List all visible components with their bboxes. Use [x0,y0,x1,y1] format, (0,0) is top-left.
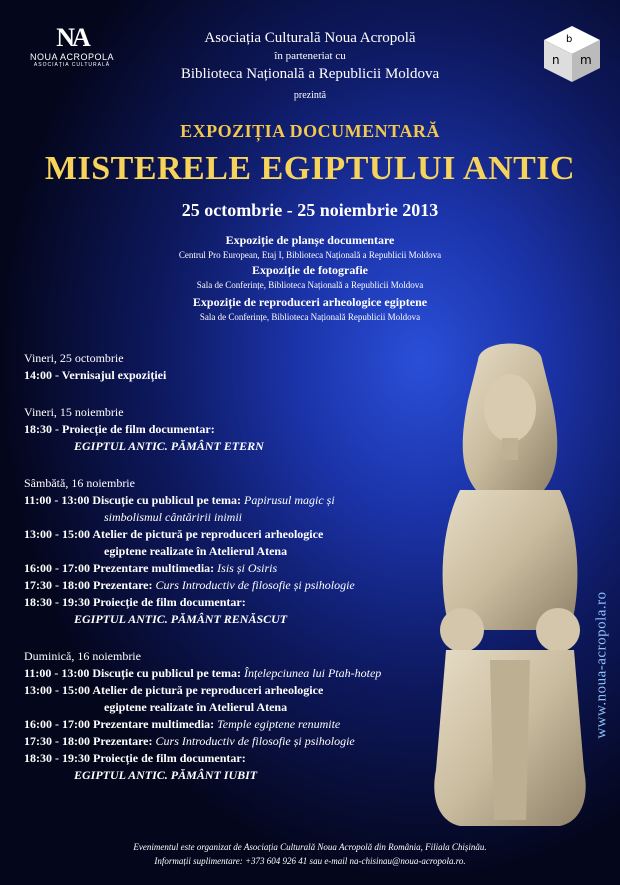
day3-event-5-title: EGIPTUL ANTIC. PĂMÂNT RENĂSCUT [74,612,288,626]
day3-event-1-topic-cont: simbolismul cântăririi inimii [104,510,243,524]
library-name: Biblioteca Națională a Republicii Moldova [180,66,440,82]
svg-text:m: m [580,53,592,67]
footer-organizer: Evenimentul este organizat de Asociația Culturală Noua Acropolă din România, Filiala Chișinău. [133,842,487,852]
svg-text:b: b [566,34,573,45]
day3-event-3: 16:00 - 17:00 Prezentare multimedia: [24,561,215,575]
day4-event-5: 18:30 - 19:30 Proiecție de film documentar: [24,751,246,765]
day4-event-3-topic: Temple egiptene renumite [217,717,341,731]
exhibition-2-name: Expoziție de fotografie [252,263,368,277]
website-link[interactable]: www.noua-acropola.ro [593,591,610,739]
exhibition-1-name: Expoziție de planșe documentare [225,233,395,247]
day2-event-1: 18:30 - Proiecție de film documentar: [24,422,215,436]
footer-contact-info: Informații suplimentare: +373 604 926 41 sau e-mail na-chisinau@noua-acropola.ro. [154,856,466,866]
day4-event-4-topic: Curs Introductiv de filosofie și psihologie [155,734,355,748]
day2-label: Vineri, 15 noiembrie [24,405,124,419]
day3-event-4: 17:30 - 18:00 Prezentare: [24,578,153,592]
event-schedule [24,350,494,784]
day4-event-2-cont: egiptene realizate în Atelierul Atena [104,700,288,714]
day3-event-3-topic: Isis și Osiris [217,561,278,575]
svg-text:n: n [552,53,560,67]
day3-event-5: 18:30 - 19:30 Proiecție de film documentar: [24,595,246,609]
day4-event-1-topic: Înțelepciunea lui Ptah-hotep [244,666,382,680]
day4-event-2: 13:00 - 15:00 Atelier de pictură pe reproduceri arheologice [24,683,324,697]
presents-text: prezintă [293,90,327,101]
partnership-text: în parteneriat cu [274,50,346,62]
day3-event-2-cont: egiptene realizate în Atelierul Atena [104,544,288,558]
organization-name: Asociația Culturală Noua Acropolă [204,30,416,46]
exhibition-1-location: Centrul Pro European, Etaj I, Biblioteca Națională a Republicii Moldova [178,250,442,260]
day4-event-3: 16:00 - 17:00 Prezentare multimedia: [24,717,215,731]
day3-event-4-topic: Curs Introductiv de filosofie și psihologie [155,578,355,592]
logo-mark: NA [56,23,88,52]
day3-label: Sâmbătă, 16 noiembrie [24,476,135,490]
exhibition-dates: 25 octombrie - 25 noiembrie 2013 [181,200,439,220]
day4-event-1: 11:00 - 13:00 Discuție cu publicul pe tema: [24,666,241,680]
day3-event-1: 11:00 - 13:00 Discuție cu publicul pe tema: [24,493,241,507]
day3-event-2: 13:00 - 15:00 Atelier de pictură pe reproduceri arheologice [24,527,324,541]
website-link-container [590,540,614,790]
logo-name: NOUA ACROPOLA [29,52,115,62]
logo-subtitle: ASOCIAȚIA CULTURALĂ [33,62,111,68]
day4-event-4: 17:30 - 18:00 Prezentare: [24,734,153,748]
main-title: MISTERELE EGIPTULUI ANTIC [44,150,576,187]
day2-event-1-title: EGIPTUL ANTIC. PĂMÂNT ETERN [74,439,264,453]
exhibition-3-name: Expoziție de reproduceri arheologice egiptene [192,295,428,309]
day1-event-1: 14:00 - Vernisajul expoziției [24,368,167,382]
day4-event-5-title: EGIPTUL ANTIC. PĂMÂNT IUBIT [74,768,258,782]
day1-label: Vineri, 25 octombrie [24,351,124,365]
exhibition-2-location: Sala de Conferințe, Biblioteca Națională a Republicii Moldova [196,280,424,290]
day3-event-1-topic: Papirusul magic și [244,493,335,507]
exhibition-kicker: EXPOZIȚIA DOCUMENTARĂ [180,121,440,141]
day4-label: Duminică, 16 noiembrie [24,649,141,663]
exhibition-3-location: Sala de Conferințe, Biblioteca Națională Republicii Moldova [199,312,421,322]
